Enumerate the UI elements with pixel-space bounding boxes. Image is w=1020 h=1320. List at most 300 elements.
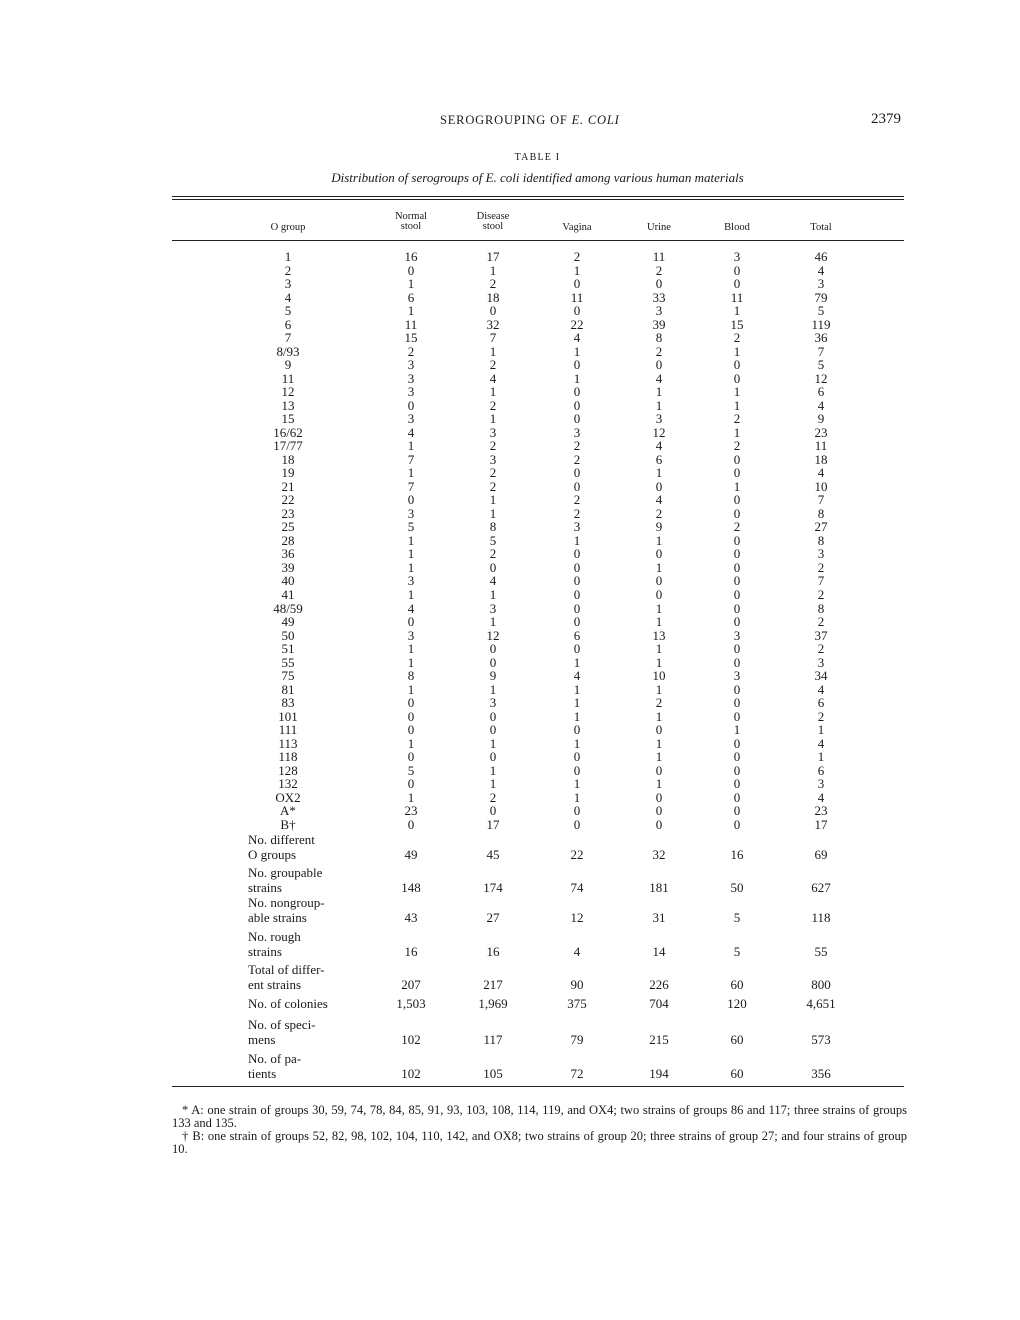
table-cell: 8 (817, 505, 825, 521)
table-cell: 10 (814, 478, 828, 494)
table-cell: 4 (817, 735, 825, 751)
table-cell: 0 (573, 303, 581, 319)
table-cell: 15 (404, 330, 418, 346)
table-cell: 0 (733, 532, 741, 548)
table-cell: 2 (573, 451, 581, 467)
o-group-label: 17/77 (273, 438, 303, 454)
running-title (440, 113, 620, 128)
table-cell: 5 (407, 762, 415, 778)
summary-cell: 60 (730, 1065, 744, 1081)
summary-cell: 45 (486, 846, 500, 862)
table-cell: 0 (573, 478, 581, 494)
table-cell: 1 (573, 708, 581, 724)
summary-row-label (248, 866, 322, 895)
summary-label-line: No. different (248, 832, 315, 847)
table-cell: 1 (489, 411, 497, 427)
column-header-line: stool (482, 221, 504, 232)
table-cell: 0 (573, 397, 581, 413)
table-cell: 0 (733, 749, 741, 765)
table-cell: 1 (733, 722, 741, 738)
summary-cell: 102 (401, 1065, 421, 1081)
table-cell: 11 (814, 438, 828, 454)
table-cell: 3 (733, 668, 741, 684)
table-cell: 0 (407, 397, 415, 413)
table-cell: 0 (733, 641, 741, 657)
table-header-rule (172, 240, 904, 241)
table-cell: 3 (733, 249, 741, 264)
table-cell: 16 (404, 249, 418, 264)
o-group-label: 9 (284, 357, 292, 373)
column-header-line: stool (400, 221, 422, 232)
table-cell: 7 (817, 573, 825, 589)
summary-label-line: O groups (248, 846, 297, 862)
table-cell: 0 (733, 614, 741, 630)
o-group-label: 8/93 (276, 343, 300, 359)
table-cell: 0 (655, 587, 663, 602)
table-cell: 17 (814, 816, 828, 832)
table-cell: 0 (407, 262, 415, 278)
table-cell: 0 (733, 654, 741, 670)
table-cell: 36 (814, 330, 828, 346)
table-cell: 37 (814, 627, 828, 643)
table-cell: 1 (655, 384, 663, 400)
table-cell: 2 (573, 438, 581, 454)
table-cell: 1 (817, 749, 825, 765)
table-cell: 0 (407, 695, 415, 711)
table-cell: 34 (814, 668, 828, 684)
table-cell: 0 (733, 735, 741, 751)
table-cell: 1 (407, 789, 415, 805)
table-cell: 1 (655, 600, 663, 616)
table-cell: 1 (489, 776, 497, 792)
o-group-label: 25 (281, 519, 295, 535)
table-cell: 1 (655, 614, 663, 630)
table-cell: 0 (733, 262, 741, 278)
o-group-label: OX2 (275, 789, 301, 805)
o-group-label: 50 (281, 627, 295, 643)
table-cell: 8 (817, 600, 825, 616)
table-cell: 1 (733, 343, 741, 359)
table-cell: 2 (655, 505, 663, 521)
table-cell: 4 (817, 789, 825, 805)
table-cell: 0 (733, 695, 741, 711)
table-cell: 7 (407, 478, 415, 494)
o-group-label: 28 (281, 532, 295, 548)
o-group-label: 23 (281, 505, 295, 521)
o-group-label: 81 (281, 681, 295, 697)
table-cell: 0 (407, 776, 415, 792)
table-cell: 2 (573, 249, 581, 264)
table-cell: 1 (407, 546, 415, 562)
o-group-label: 3 (284, 276, 292, 292)
table-cell: 3 (817, 776, 825, 792)
table-cell: 4 (407, 424, 415, 440)
table-cell: 1 (573, 776, 581, 792)
table-cell: 1 (573, 681, 581, 697)
table-cell: 5 (817, 303, 825, 319)
table-cell: 23 (814, 424, 828, 440)
summary-cell: 174 (483, 879, 503, 895)
table-cell: 1 (573, 735, 581, 751)
table-cell: 9 (489, 668, 497, 684)
summary-cell: 4,651 (806, 996, 836, 1011)
table-cell: 1 (655, 465, 663, 481)
table-cell: 27 (814, 519, 828, 535)
table-cell: 0 (655, 357, 663, 373)
summary-cell: 79 (570, 1031, 584, 1047)
table-cell: 2 (655, 695, 663, 711)
table-cell: 0 (407, 749, 415, 765)
table-cell: 1 (489, 262, 497, 278)
table-cell: 1 (655, 532, 663, 548)
table-cell: 3 (817, 546, 825, 562)
o-group-label: 21 (281, 478, 295, 494)
summary-label-line: ent strains (248, 976, 302, 992)
page-number: 2379 (871, 111, 901, 127)
table-cell: 5 (817, 357, 825, 373)
summary-row-label (248, 833, 315, 862)
table-cell: 1 (573, 654, 581, 670)
o-group-label: 16/62 (273, 424, 303, 440)
summary-cell: 31 (652, 909, 666, 925)
footnotes (172, 1104, 907, 1156)
table-cell: 1 (655, 397, 663, 413)
table-cell: 2 (817, 641, 825, 657)
table-cell: 0 (489, 722, 497, 738)
table-cell: 3 (407, 505, 415, 521)
table-cell: 0 (573, 762, 581, 778)
table-cell: 3 (407, 627, 415, 643)
table-cell: 1 (407, 641, 415, 657)
o-group-label: 19 (281, 465, 295, 481)
table-cell: 0 (733, 762, 741, 778)
o-group-label: 41 (281, 587, 295, 602)
running-title-italic: E. COLI (571, 113, 620, 127)
footnote-b: † B: one strain of groups 52, 82, 98, 102, 104, 110, 142, and OX8; two strains of group 20; three strains of group 27; and four strains of group 10. (172, 1129, 907, 1156)
table-cell: 0 (573, 276, 581, 292)
table-cell: 4 (817, 681, 825, 697)
summary-row-label (248, 930, 301, 959)
table-cell: 0 (489, 559, 497, 575)
table-cell: 3 (489, 695, 497, 711)
table-cell: 3 (407, 357, 415, 373)
table-cell: 1 (407, 587, 415, 602)
table-cell: 2 (817, 559, 825, 575)
summary-row-label (248, 896, 325, 925)
summary-cell: 181 (649, 879, 669, 895)
table-top-rule-secondary (172, 199, 904, 200)
table-cell: 5 (489, 532, 497, 548)
table-cell: 0 (655, 573, 663, 589)
table-cell: 7 (489, 330, 497, 346)
table-cell: 12 (486, 627, 500, 643)
summary-cell: 49 (404, 846, 418, 862)
table-cell: 1 (489, 343, 497, 359)
table-cell: 22 (570, 316, 584, 332)
table-cell: 46 (814, 249, 828, 264)
table-cell: 119 (811, 316, 831, 332)
summary-cell: 217 (483, 976, 503, 992)
table-cell: 0 (733, 465, 741, 481)
o-group-label: 51 (281, 641, 295, 657)
table-cell: 12 (652, 424, 666, 440)
table-cell: 2 (655, 262, 663, 278)
table-cell: 6 (655, 451, 663, 467)
table-cell: 6 (407, 289, 415, 305)
summary-label-line: strains (248, 943, 282, 959)
summary-label-line: No. of pa- (248, 1051, 302, 1066)
table-cell: 10 (652, 668, 666, 684)
o-group-label: 4 (284, 289, 292, 305)
table-cell: 0 (573, 600, 581, 616)
table-cell: 1 (489, 384, 497, 400)
table-cell: 1 (573, 262, 581, 278)
summary-cell: 627 (811, 879, 831, 895)
table-cell: 1 (489, 735, 497, 751)
table-cell: 11 (730, 289, 744, 305)
table-cell: 0 (733, 505, 741, 521)
column-header: Total (810, 222, 832, 233)
table-cell: 0 (573, 357, 581, 373)
table-cell: 1 (407, 654, 415, 670)
table-cell: 1 (489, 681, 497, 697)
table-cell: 0 (407, 492, 415, 508)
table-cell: 0 (655, 478, 663, 494)
table-cell: 0 (489, 708, 497, 724)
table-cell: 0 (733, 492, 741, 508)
o-group-label: 83 (281, 695, 295, 711)
table-cell: 7 (817, 492, 825, 508)
summary-cell: 105 (483, 1065, 503, 1081)
table-cell: 0 (573, 411, 581, 427)
table-cell: 1 (489, 614, 497, 630)
table-caption: Distribution of serogroups of E. coli identified among various human materials (331, 170, 744, 185)
table-cell: 18 (814, 451, 828, 467)
table-cell: 0 (407, 722, 415, 738)
summary-cell: 1,969 (478, 996, 508, 1011)
o-group-label: 36 (281, 546, 295, 562)
table-cell: 2 (489, 357, 497, 373)
o-group-label: 22 (281, 492, 295, 508)
summary-cell: 226 (649, 976, 669, 992)
table-cell: 4 (817, 465, 825, 481)
table-cell: 0 (573, 816, 581, 832)
table-cell: 0 (733, 546, 741, 562)
table-cell: 2 (407, 343, 415, 359)
summary-label-line: Total of differ- (248, 962, 325, 977)
table-cell: 0 (733, 587, 741, 602)
table-cell: 1 (655, 681, 663, 697)
table-cell: 1 (733, 397, 741, 413)
table-cell: 2 (817, 587, 825, 602)
table-cell: 0 (489, 641, 497, 657)
table-cell: 2 (489, 397, 497, 413)
footnote-a: * A: one strain of groups 30, 59, 74, 78, 84, 85, 91, 93, 103, 108, 114, 119, and OX4; two strains of groups 86 and 117; three strains of groups 133 and 135. (172, 1103, 907, 1130)
table-cell: 3 (733, 627, 741, 643)
column-header: Vagina (562, 222, 592, 233)
table-cell: 32 (486, 316, 500, 332)
summary-row-label (248, 1018, 316, 1047)
table-cell: 0 (733, 776, 741, 792)
column-header (366, 212, 456, 232)
summary-cell: 573 (811, 1031, 831, 1047)
column-header-line: Disease (476, 211, 510, 222)
table-cell: 6 (817, 384, 825, 400)
table-cell: 0 (655, 803, 663, 819)
table-cell: 1 (733, 424, 741, 440)
o-group-label: 128 (278, 762, 298, 778)
table-cell: 0 (573, 614, 581, 630)
summary-cell: 375 (567, 996, 587, 1011)
o-group-label: 2 (284, 262, 292, 278)
table-cell: 3 (407, 573, 415, 589)
table-cell: 2 (489, 438, 497, 454)
summary-label-line: able strains (248, 909, 307, 925)
table-cell: 4 (407, 600, 415, 616)
table-cell: 0 (655, 816, 663, 832)
table-cell: 6 (817, 762, 825, 778)
column-header: Blood (724, 222, 750, 233)
summary-cell: 72 (570, 1065, 584, 1081)
table-cell: 0 (573, 384, 581, 400)
table-cell: 1 (573, 343, 581, 359)
summary-label-line: mens (248, 1031, 276, 1047)
table-cell: 1 (733, 478, 741, 494)
table-cell: 8 (655, 330, 663, 346)
summary-cell: 27 (486, 909, 500, 925)
table-cell: 3 (573, 424, 581, 440)
table-cell: 1 (655, 654, 663, 670)
table-cell: 1 (573, 370, 581, 386)
o-group-label: 113 (278, 735, 298, 751)
summary-cell: 117 (483, 1031, 503, 1047)
table-cell: 8 (489, 519, 497, 535)
summary-cell: 5 (733, 909, 741, 925)
table-cell: 11 (404, 316, 418, 332)
table-cell: 1 (733, 384, 741, 400)
summary-cell: 356 (811, 1065, 831, 1081)
table-cell: 3 (489, 600, 497, 616)
summary-cell: 32 (652, 846, 666, 862)
table-cell: 8 (817, 532, 825, 548)
table-cell: 3 (817, 276, 825, 292)
table-cell: 2 (489, 478, 497, 494)
summary-cell: 148 (401, 879, 421, 895)
summary-cell: 69 (814, 846, 828, 862)
table-cell: 2 (733, 330, 741, 346)
table-cell: 6 (817, 695, 825, 711)
summary-label-line: No. groupable (248, 865, 323, 880)
table-cell: 0 (407, 816, 415, 832)
table-cell: 4 (655, 438, 663, 454)
summary-label-line: No. of colonies (248, 996, 328, 1011)
o-group-label: 118 (278, 749, 298, 765)
table-cell: 1 (489, 492, 497, 508)
column-header: O group (270, 222, 306, 233)
table-cell: 1 (733, 303, 741, 319)
table-cell: 17 (486, 816, 500, 832)
table-cell: 11 (652, 249, 666, 264)
table-cell: 1 (407, 559, 415, 575)
table-cell: 1 (407, 276, 415, 292)
table-cell: 0 (733, 559, 741, 575)
table-cell: 1 (407, 681, 415, 697)
table-cell: 39 (652, 316, 666, 332)
table-cell: 4 (655, 492, 663, 508)
o-group-label: 13 (281, 397, 295, 413)
table-bottom-rule (172, 1086, 904, 1087)
summary-cell: 22 (570, 846, 584, 862)
o-group-label: 75 (281, 668, 295, 684)
summary-cell: 120 (727, 996, 747, 1011)
table-cell: 0 (573, 587, 581, 602)
table-cell: 8 (407, 668, 415, 684)
o-group-label: 111 (278, 722, 298, 738)
table-cell: 0 (655, 762, 663, 778)
summary-cell: 43 (404, 909, 418, 925)
summary-cell: 90 (570, 976, 584, 992)
table-cell: 3 (655, 411, 663, 427)
summary-cell: 5 (733, 943, 741, 959)
o-group-label: B† (280, 816, 296, 832)
table-cell: 1 (573, 532, 581, 548)
table-cell: 3 (817, 654, 825, 670)
o-group-label: 11 (281, 370, 295, 386)
o-group-label: 6 (284, 316, 292, 332)
summary-row-label (248, 997, 328, 1012)
table-cell: 0 (655, 722, 663, 738)
table-cell: 3 (407, 411, 415, 427)
table-cell: 17 (486, 249, 500, 264)
table-cell: 0 (733, 803, 741, 819)
table-cell: 2 (733, 519, 741, 535)
o-group-label: 48/59 (273, 600, 303, 616)
table-cell: 0 (733, 276, 741, 292)
table-cell: 4 (573, 330, 581, 346)
table-cell: 23 (404, 803, 418, 819)
table-cell: 7 (407, 451, 415, 467)
table-cell: 1 (573, 789, 581, 805)
summary-cell: 118 (811, 909, 831, 925)
table-cell: 0 (573, 573, 581, 589)
table-cell: 0 (573, 559, 581, 575)
table-cell: 0 (733, 816, 741, 832)
summary-cell: 102 (401, 1031, 421, 1047)
o-group-label: 55 (281, 654, 295, 670)
o-group-label: 18 (281, 451, 295, 467)
o-group-label: 101 (278, 708, 298, 724)
table-cell: 2 (489, 789, 497, 805)
table-cell: 2 (489, 465, 497, 481)
table-cell: 3 (655, 303, 663, 319)
o-group-label: 5 (284, 303, 292, 319)
table-cell: 0 (573, 641, 581, 657)
summary-cell: 50 (730, 879, 744, 895)
summary-cell: 60 (730, 976, 744, 992)
table-cell: 0 (573, 803, 581, 819)
table-cell: 0 (407, 708, 415, 724)
table-cell: 18 (486, 289, 500, 305)
table-cell: 3 (489, 424, 497, 440)
summary-cell: 12 (570, 909, 584, 925)
table-cell: 0 (573, 722, 581, 738)
table-top-rule (172, 196, 904, 197)
summary-cell: 800 (811, 976, 831, 992)
o-group-label: 7 (284, 330, 292, 346)
table-cell: 0 (489, 303, 497, 319)
table-cell: 0 (733, 600, 741, 616)
table-cell: 11 (570, 289, 584, 305)
